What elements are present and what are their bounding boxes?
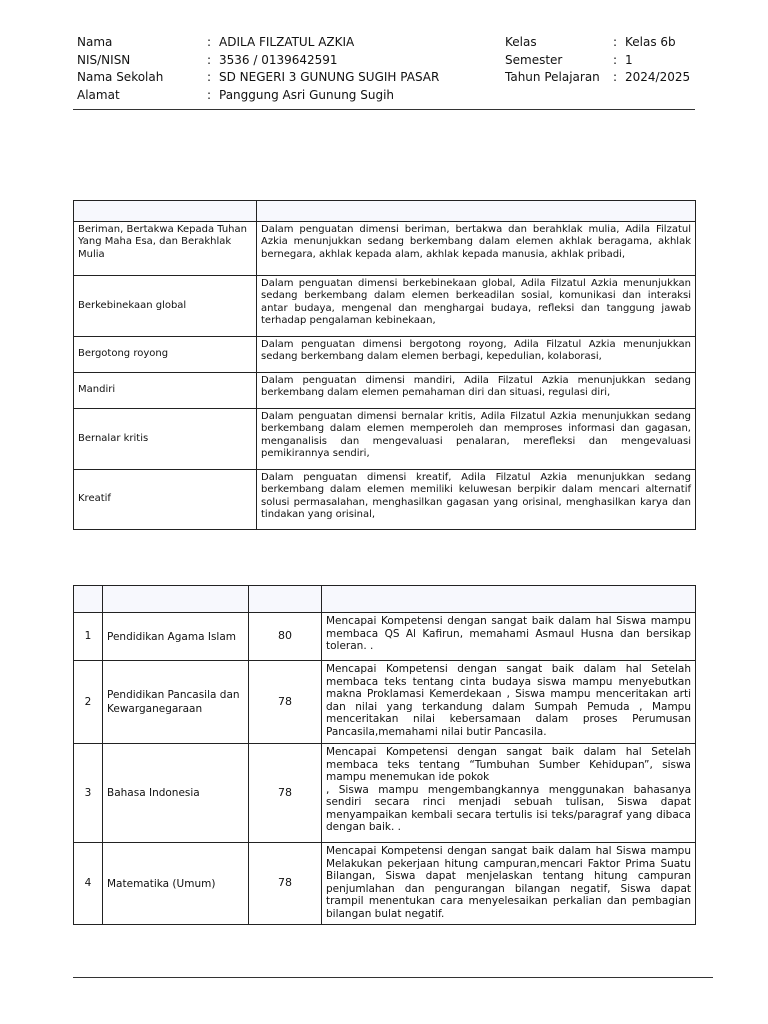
student-info-left: [77, 34, 497, 104]
dimension-cell: Bernalar kritis: [74, 409, 257, 470]
subject-cell: Pendidikan Pancasila dan Kewarganegaraan: [103, 661, 249, 744]
info-row-nama: [77, 34, 497, 52]
profile-table: [73, 200, 696, 530]
footer-divider: [73, 977, 713, 978]
info-colon: :: [207, 35, 212, 49]
profile-row: [74, 337, 696, 373]
dimension-cell: Bergotong royong: [74, 337, 257, 373]
header-cell: [103, 586, 249, 613]
subject-cell: Pendidikan Agama Islam: [103, 613, 249, 661]
header-divider: [73, 109, 695, 110]
info-value: 1: [625, 52, 633, 67]
header-cell: [74, 201, 257, 222]
grade-row: [74, 613, 696, 661]
header-cell: [74, 586, 103, 613]
description-cell: Dalam penguatan dimensi mandiri, Adila Filzatul Azkia menunjukkan sedang berkembang dalam elemen pemahaman diri dan situasi, regulasi diri,: [257, 373, 696, 409]
dimension-cell: Beriman, Bertakwa Kepada Tuhan Yang Maha Esa, dan Berakhlak Mulia: [74, 222, 257, 276]
info-value: Panggung Asri Gunung Sugih: [219, 87, 395, 102]
header-cell: [322, 586, 696, 613]
grade-row: [74, 744, 696, 843]
info-label: Alamat: [77, 87, 120, 102]
info-value: ADILA FILZATUL AZKIA: [219, 35, 355, 49]
grade-row: [74, 661, 696, 744]
profile-row: [74, 470, 696, 530]
description-cell: Mencapai Kompetensi dengan sangat baik dalam hal Siswa mampu Melakukan pekerjaan hitung campuran,mencari Faktor Prima Suatu Bilangan, Siswa dapat menjelaskan tentang hitung campuran penjumlahan dan pengurangan bilangan negatif, Siswa dapat trampil menentukan cara menyelesaikan perkalian dan pembagian bilangan bulat negatif.: [322, 843, 696, 925]
info-label: Nama: [77, 35, 113, 49]
score-cell: 78: [249, 661, 322, 744]
info-colon: :: [207, 52, 212, 67]
score-cell: 78: [249, 744, 322, 843]
info-label: NIS/NISN: [77, 52, 131, 67]
profile-row: [74, 222, 696, 276]
profile-row: [74, 276, 696, 337]
description-cell: Dalam penguatan dimensi kreatif, Adila Filzatul Azkia menunjukkan sedang berkembang dalam elemen memiliki keluwesan berpikir dalam mencari alternatif solusi permasalahan, menghasilkan gagasan yang orisinal, menghasilkan karya dan tindakan yang orisinal,: [257, 470, 696, 530]
dimension-cell: Berkebinekaan global: [74, 276, 257, 337]
info-row-alamat: [77, 87, 497, 105]
info-value: SD NEGERI 3 GUNUNG SUGIH PASAR: [219, 70, 440, 84]
description-cell: Mencapai Kompetensi dengan sangat baik dalam hal Siswa mampu membaca QS Al Kafirun, memahami Asmaul Husna dan bersikap toleran. .: [322, 613, 696, 661]
profile-row: [74, 409, 696, 470]
profile-table-header: [74, 201, 696, 222]
info-value: Kelas 6b: [625, 35, 676, 49]
grade-row: [74, 843, 696, 925]
row-number: 3: [74, 744, 103, 843]
student-info-right: [505, 34, 705, 87]
info-row-tahun: [505, 69, 705, 87]
description-cell: Dalam penguatan dimensi beriman, bertakwa dan berahklak mulia, Adila Filzatul Azkia menunjukkan sedang berkembang dalam elemen akhlak beragama, akhlak bernegara, akhlak kepada alam, akhlak kepada manusia, akhlak pribadi,: [257, 222, 696, 276]
description-cell: Mencapai Kompetensi dengan sangat baik dalam hal Setelah membaca teks tentang cinta budaya siswa mampu menyebutkan makna Proklamasi Kemerdekaan , Siswa mampu menceritakan arti dan nilai yang terkandung dalam Sumpah Pemuda , Mampu menceritakan nilai kebersamaan dalam proses Perumusan Pancasila,memahami nilai butir Pancasila.: [322, 661, 696, 744]
info-colon: :: [613, 52, 618, 67]
grades-table: [73, 585, 696, 925]
row-number: 1: [74, 613, 103, 661]
info-colon: :: [207, 87, 212, 102]
info-label: Semester: [505, 52, 563, 67]
info-colon: :: [613, 70, 618, 84]
dimension-cell: Mandiri: [74, 373, 257, 409]
info-label: Tahun Pelajaran: [505, 70, 600, 84]
subject-cell: Bahasa Indonesia: [103, 744, 249, 843]
info-label: Kelas: [505, 35, 537, 49]
info-row-kelas: [505, 34, 705, 52]
description-cell: Dalam penguatan dimensi bergotong royong, Adila Filzatul Azkia menunjukkan sedang berkembang dalam elemen berbagi, kepedulian, kolaborasi,: [257, 337, 696, 373]
description-cell: Mencapai Kompetensi dengan sangat baik dalam hal Setelah membaca teks tentang “Tumbuhan Sumber Kehidupan”, siswa mampu menemukan ide pokok , Siswa mampu mengembangkannya menggunakan bahasanya sendiri secara rinci menjadi sebuah tulisan, Siswa dapat menyampaikan kembali secara tertulis isi teks/paragraf yang dibaca dengan baik. .: [322, 744, 696, 843]
info-value: 2024/2025: [625, 70, 691, 84]
info-value: 3536 / 0139642591: [219, 52, 338, 67]
grades-table-header: [74, 586, 696, 613]
row-number: 2: [74, 661, 103, 744]
info-label: Nama Sekolah: [77, 70, 164, 84]
profile-row: [74, 373, 696, 409]
info-row-sekolah: [77, 69, 497, 87]
description-cell: Dalam penguatan dimensi berkebinekaan global, Adila Filzatul Azkia menunjukkan sedang berkembang dalam elemen berkeadilan sosial, komunikasi dan interaksi antar budaya, mengenal dan menghargai budaya, refleksi dan tanggung jawab terhadap pengalaman kebinekaan,: [257, 276, 696, 337]
description-cell: Dalam penguatan dimensi bernalar kritis, Adila Filzatul Azkia menunjukkan sedang berkembang dalam elemen memperoleh dan memproses informasi dan gagasan, menganalisis dan mengevaluasi penalaran, merefleksi dan mengevaluasi pemikirannya sendiri,: [257, 409, 696, 470]
info-row-nis: [77, 52, 497, 70]
header-cell: [257, 201, 696, 222]
score-cell: 78: [249, 843, 322, 925]
info-colon: :: [207, 70, 212, 84]
subject-cell: Matematika (Umum): [103, 843, 249, 925]
header-cell: [249, 586, 322, 613]
dimension-cell: Kreatif: [74, 470, 257, 530]
score-cell: 80: [249, 613, 322, 661]
row-number: 4: [74, 843, 103, 925]
info-row-semester: [505, 52, 705, 70]
info-colon: :: [613, 35, 618, 49]
